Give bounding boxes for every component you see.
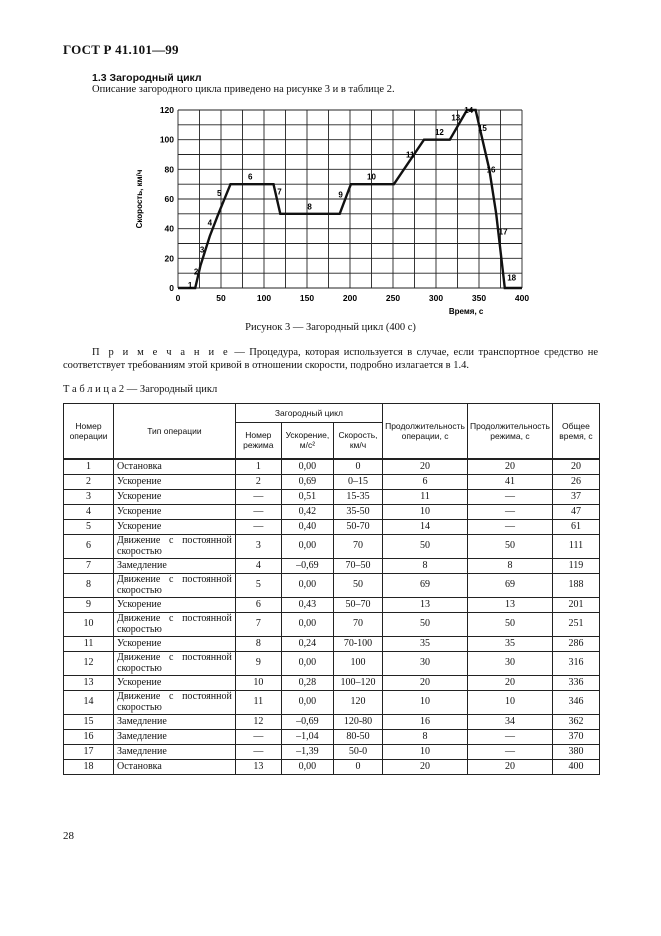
cell-accel: 0,00 (281, 459, 333, 475)
table-row (64, 489, 600, 504)
cell-mode: 13 (235, 759, 281, 774)
cell-type: Остановка (114, 759, 236, 774)
cell-speed: 70-100 (333, 636, 382, 651)
point-annotation: 7 (277, 187, 282, 197)
cell-speed: 15-35 (333, 489, 382, 504)
table-row (64, 690, 600, 714)
table-row (64, 474, 600, 489)
table-row (64, 744, 600, 759)
header-cycle: Загородный цикл (235, 404, 382, 423)
table-row (64, 597, 600, 612)
cell-accel: 0,00 (281, 651, 333, 675)
cell-total: 286 (552, 636, 599, 651)
cell-accel: 0,28 (281, 675, 333, 690)
cell-accel: 0,00 (281, 690, 333, 714)
cell-speed: 100 (333, 651, 382, 675)
cell-total: 119 (552, 558, 599, 573)
cell-accel: 0,51 (281, 489, 333, 504)
table-row (64, 519, 600, 534)
chart-annotations (188, 106, 517, 290)
point-annotation: 14 (464, 105, 474, 115)
cell-mode: 5 (235, 573, 281, 597)
cell-mode: 11 (235, 690, 281, 714)
cell-dur-mode: 50 (467, 534, 552, 558)
cell-no: 7 (64, 558, 114, 573)
table-row (64, 534, 600, 558)
header-op-no: Номер операции (64, 404, 114, 459)
cell-dur-op: 16 (383, 714, 468, 729)
x-axis-label: Время, с (448, 307, 484, 316)
cell-accel: –0,69 (281, 558, 333, 573)
cell-speed: 120-80 (333, 714, 382, 729)
cell-accel: 0,42 (281, 504, 333, 519)
header-mode-no: Номер режима (235, 423, 281, 459)
cell-dur-mode: — (467, 519, 552, 534)
cell-total: 362 (552, 714, 599, 729)
cell-type: Движение с постоянной скоростью (114, 573, 236, 597)
cell-dur-mode: 41 (467, 474, 552, 489)
cell-no: 3 (64, 489, 114, 504)
cell-type: Ускорение (114, 474, 236, 489)
y-tick-label: 40 (164, 223, 174, 234)
cell-accel: 0,40 (281, 519, 333, 534)
cell-mode: 2 (235, 474, 281, 489)
cell-mode: 4 (235, 558, 281, 573)
cell-total: 188 (552, 573, 599, 597)
cell-dur-op: 13 (383, 597, 468, 612)
cell-type: Ускорение (114, 519, 236, 534)
cell-dur-op: 20 (383, 759, 468, 774)
cell-dur-op: 14 (383, 519, 468, 534)
urban-cycle-chart (120, 104, 540, 316)
cell-dur-op: 10 (383, 504, 468, 519)
cell-speed: 35-50 (333, 504, 382, 519)
y-tick-label: 80 (164, 164, 174, 175)
header-dur-mode: Продолжительность режима, с (467, 404, 552, 459)
cell-mode: 3 (235, 534, 281, 558)
cell-total: 336 (552, 675, 599, 690)
cell-total: 370 (552, 729, 599, 744)
point-annotation: 9 (338, 190, 343, 200)
cell-speed: 70 (333, 612, 382, 636)
cell-dur-mode: 69 (467, 573, 552, 597)
header-op-type: Тип операции (114, 404, 236, 459)
document-header: ГОСТ Р 41.101—99 (63, 42, 179, 57)
x-tick-label: 50 (216, 293, 226, 303)
cell-type: Замедление (114, 558, 236, 573)
table-body (64, 459, 600, 775)
cell-mode: 9 (235, 651, 281, 675)
cell-no: 6 (64, 534, 114, 558)
cell-total: 20 (552, 459, 599, 475)
cell-no: 12 (64, 651, 114, 675)
point-annotation: 13 (451, 113, 461, 123)
cell-speed: 120 (333, 690, 382, 714)
cell-dur-op: 10 (383, 690, 468, 714)
cell-speed: 50-70 (333, 519, 382, 534)
page-number: 28 (63, 830, 74, 842)
cell-mode: 7 (235, 612, 281, 636)
table-row (64, 573, 600, 597)
cell-mode: — (235, 489, 281, 504)
cell-accel: 0,43 (281, 597, 333, 612)
cell-speed: 100–120 (333, 675, 382, 690)
note-text: — Процедура, которая используется в случае, если транспортное средство не соответствует требованиям этой кривой в отношении скорости, подробно излагается в 1.4. (63, 347, 599, 371)
y-tick-label: 120 (159, 105, 174, 115)
table-row (64, 729, 600, 744)
cell-no: 1 (64, 459, 114, 475)
cell-no: 9 (64, 597, 114, 612)
point-annotation: 8 (307, 202, 312, 212)
cell-dur-mode: 20 (467, 459, 552, 475)
cell-type: Ускорение (114, 489, 236, 504)
cell-mode: 8 (235, 636, 281, 651)
table-row (64, 558, 600, 573)
cell-dur-mode: 34 (467, 714, 552, 729)
cell-total: 201 (552, 597, 599, 612)
cell-speed: 0 (333, 759, 382, 774)
cell-mode: 1 (235, 459, 281, 475)
point-annotation: 16 (486, 165, 496, 175)
cell-accel: –1,04 (281, 729, 333, 744)
cell-type: Движение с постоянной скоростью (114, 534, 236, 558)
table-row (64, 504, 600, 519)
point-annotation: 15 (477, 123, 487, 133)
cell-mode: — (235, 744, 281, 759)
point-annotation: 4 (207, 218, 213, 228)
cell-total: 346 (552, 690, 599, 714)
y-tick-label: 60 (164, 194, 174, 204)
cell-speed: 70 (333, 534, 382, 558)
cell-no: 13 (64, 675, 114, 690)
cell-mode: 10 (235, 675, 281, 690)
x-tick-label: 300 (428, 293, 444, 303)
cell-dur-op: 20 (383, 675, 468, 690)
cell-dur-op: 10 (383, 744, 468, 759)
cell-speed: 70–50 (333, 558, 382, 573)
header-total: Общее время, с (552, 404, 599, 459)
cell-dur-op: 30 (383, 651, 468, 675)
point-annotation: 1 (187, 281, 193, 290)
cell-dur-mode: — (467, 729, 552, 744)
section-description: Описание загородного цикла приведено на рисунке 3 и в таблице 2. (92, 84, 395, 95)
x-tick-label: 200 (342, 293, 358, 303)
cell-dur-mode: 20 (467, 759, 552, 774)
section-heading: 1.3 Загородный цикл (92, 72, 202, 84)
cell-accel: 0,69 (281, 474, 333, 489)
cell-type: Ускорение (114, 675, 236, 690)
cell-total: 380 (552, 744, 599, 759)
cell-dur-op: 6 (383, 474, 468, 489)
cell-type: Ускорение (114, 504, 236, 519)
table-row (64, 651, 600, 675)
table-row (64, 612, 600, 636)
point-annotation: 6 (248, 172, 253, 182)
cell-speed: 50 (333, 573, 382, 597)
table-row (64, 714, 600, 729)
cell-total: 251 (552, 612, 599, 636)
cell-dur-mode: 13 (467, 597, 552, 612)
cell-accel: 0,24 (281, 636, 333, 651)
cell-total: 111 (552, 534, 599, 558)
cell-type: Ускорение (114, 597, 236, 612)
x-tick-label: 250 (385, 293, 401, 303)
cell-accel: –1,39 (281, 744, 333, 759)
x-tick-label: 0 (175, 293, 181, 303)
table-row (64, 459, 600, 475)
cell-speed: 50-0 (333, 744, 382, 759)
cell-speed: 0–15 (333, 474, 382, 489)
point-annotation: 10 (367, 172, 376, 182)
cell-mode: — (235, 519, 281, 534)
cell-dur-mode: 35 (467, 636, 552, 651)
cell-dur-mode: 8 (467, 558, 552, 573)
cell-mode: 6 (235, 597, 281, 612)
header-dur-op: Продолжительность операции, с (383, 404, 468, 459)
x-tick-label: 150 (299, 293, 315, 303)
cell-total: 37 (552, 489, 599, 504)
note-label: П р и м е ч а н и е (92, 347, 230, 358)
cell-dur-op: 8 (383, 729, 468, 744)
cell-mode: 12 (235, 714, 281, 729)
point-annotation: 18 (507, 273, 517, 283)
note-paragraph (63, 346, 598, 372)
y-tick-label: 20 (164, 253, 174, 264)
y-tick-label: 100 (159, 134, 174, 145)
cell-speed: 50–70 (333, 597, 382, 612)
cell-no: 15 (64, 714, 114, 729)
cell-accel: –0,69 (281, 714, 333, 729)
y-axis-label: Скорость, км/ч (135, 169, 144, 229)
cell-speed: 0 (333, 459, 382, 475)
y-tick-label: 0 (169, 283, 174, 293)
point-annotation: 5 (217, 189, 222, 199)
cell-type: Движение с постоянной скоростью (114, 651, 236, 675)
cell-total: 316 (552, 651, 599, 675)
cell-no: 4 (64, 504, 114, 519)
cell-dur-op: 8 (383, 558, 468, 573)
cell-dur-mode: — (467, 744, 552, 759)
point-annotation: 2 (193, 267, 199, 277)
cell-no: 14 (64, 690, 114, 714)
cell-no: 11 (64, 636, 114, 651)
table-title: Т а б л и ц а 2 — Загородный цикл (63, 384, 218, 395)
cell-type: Замедление (114, 729, 236, 744)
cell-dur-op: 20 (383, 459, 468, 475)
x-tick-label: 350 (471, 293, 487, 303)
cell-total: 26 (552, 474, 599, 489)
x-tick-label: 400 (514, 293, 530, 303)
cell-mode: — (235, 729, 281, 744)
cell-dur-mode: 20 (467, 675, 552, 690)
cell-dur-mode: 50 (467, 612, 552, 636)
figure-caption: Рисунок 3 — Загородный цикл (400 с) (245, 322, 416, 333)
cell-no: 8 (64, 573, 114, 597)
cycle-table (63, 403, 600, 775)
cell-type: Остановка (114, 459, 236, 475)
cell-dur-op: 35 (383, 636, 468, 651)
cell-dur-op: 69 (383, 573, 468, 597)
cell-dur-op: 50 (383, 612, 468, 636)
table-row (64, 636, 600, 651)
cell-accel: 0,00 (281, 534, 333, 558)
x-tick-label: 100 (256, 293, 272, 303)
chart-grid (178, 110, 522, 288)
header-accel: Ускорение, м/с² (281, 423, 333, 459)
table-row (64, 675, 600, 690)
cell-type: Движение с постоянной скоростью (114, 690, 236, 714)
cell-dur-mode: 30 (467, 651, 552, 675)
cell-type: Замедление (114, 714, 236, 729)
cell-total: 400 (552, 759, 599, 774)
header-speed: Скорость, км/ч (333, 423, 382, 459)
cell-dur-op: 11 (383, 489, 468, 504)
cell-dur-mode: 10 (467, 690, 552, 714)
chart-axis-labels (135, 105, 529, 316)
point-annotation: 17 (498, 227, 508, 237)
cell-dur-op: 50 (383, 534, 468, 558)
cell-no: 2 (64, 474, 114, 489)
point-annotation: 11 (405, 150, 415, 160)
cell-accel: 0,00 (281, 612, 333, 636)
point-annotation: 3 (199, 245, 205, 255)
cell-speed: 80-50 (333, 729, 382, 744)
cell-type: Ускорение (114, 636, 236, 651)
cell-total: 61 (552, 519, 599, 534)
table-row (64, 759, 600, 774)
cell-accel: 0,00 (281, 759, 333, 774)
cell-no: 17 (64, 744, 114, 759)
cell-no: 16 (64, 729, 114, 744)
cell-accel: 0,00 (281, 573, 333, 597)
cell-mode: — (235, 504, 281, 519)
cell-no: 18 (64, 759, 114, 774)
cell-dur-mode: — (467, 489, 552, 504)
cell-type: Движение с постоянной скоростью (114, 612, 236, 636)
cell-dur-mode: — (467, 504, 552, 519)
point-annotation: 12 (434, 128, 444, 138)
cell-total: 47 (552, 504, 599, 519)
cell-no: 10 (64, 612, 114, 636)
cell-type: Замедление (114, 744, 236, 759)
cell-no: 5 (64, 519, 114, 534)
